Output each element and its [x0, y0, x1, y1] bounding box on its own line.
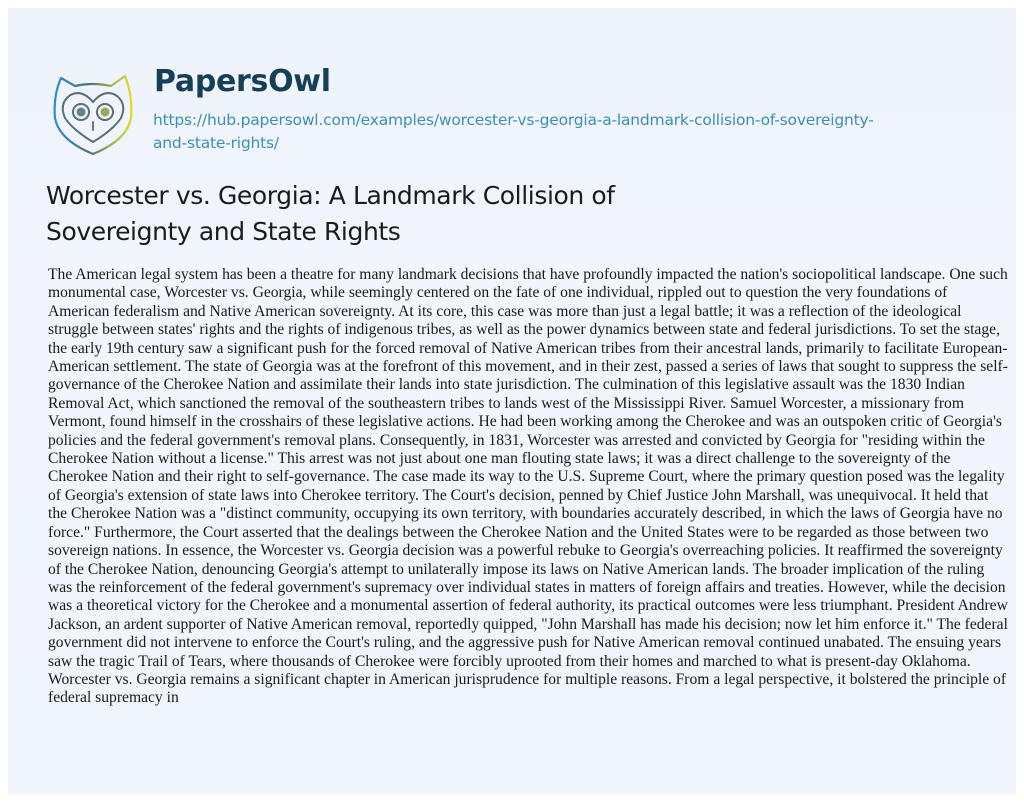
- brand-name: PapersOwl: [154, 64, 331, 99]
- article-body: The American legal system has been a theatre for many landmark decisions that have profoundly impacted the nation's sociopolitical landscape. One such monumental case, Worcester vs. Georgia, while seemingly centered on the fate of one individual, rippled out to question the very foundations of American federalism and Native American sovereignty. At its core, this case was more than just a legal battle; it was a reflection of the ideological struggle between states' rights and the rights of indigenous tribes, as well as the power dynamics between state and federal jurisdictions. To set the stage, the early 19th century saw a significant push for the forced removal of Native American tribes from their ancestral lands, primarily to facilitate European-American settlement. The state of Georgia was at the forefront of this movement, and in their zest, passed a series of laws that sought to suppress the self-governance of the Cherokee Nation and assimilate their lands into state jurisdiction. The culmination of this legislative assault was the 1830 Indian Removal Act, which sanctioned the removal of the southeastern tribes to lands west of the Mississippi River. Samuel Worcester, a missionary from Vermont, found himself in the crosshairs of these legislative actions. He had been working among the Cherokee and was an outspoken critic of Georgia's policies and the federal government's removal plans. Consequently, in 1831, Worcester was arrested and convicted by Georgia for "residing within the Cherokee Nation without a license." This arrest was not just about one man flouting state laws; it was a direct challenge to the sovereignty of the Cherokee Nation and their right to self-governance. The case made its way to the U.S. Supreme Court, where the primary question posed was the legality of Georgia's extension of state laws into Cherokee territory. The Court's decision, penned by Chief Justice John Marshall, was unequivocal. It held that the Cherokee Nation was a "distinct community, occupying its own territory, with boundaries accurately described, in which the laws of Georgia have no force." Furthermore, the Court asserted that the dealings between the Cherokee Nation and the United States were to be regarded as those between two sovereign nations. In essence, the Worcester vs. Georgia decision was a powerful rebuke to Georgia's overreaching policies. It reaffirmed the sovereignty of the Cherokee Nation, denouncing Georgia's attempt to unilaterally impose its laws on Native American lands. The broader implication of the ruling was the reinforcement of the federal government's supremacy over individual states in matters of foreign affairs and treaties. However, while the decision was a theoretical victory for the Cherokee and a monumental assertion of federal authority, its practical outcomes were less triumphant. President Andrew Jackson, an ardent supporter of Native American removal, reportedly quipped, "John Marshall has made his decision; now let him enforce it." The federal government did not intervene to enforce the Court's ruling, and the aggressive push for Native American removal continued unabated. The ensuing years saw the tragic Trail of Tears, where thousands of Cherokee were forcibly uprooted from their homes and marched to what is present-day Oklahoma. Worcester vs. Georgia remains a significant chapter in American jurisprudence for multiple reasons. From a legal perspective, it bolstered the principle of federal supremacy in: [48, 266, 1008, 707]
- owl-logo-icon: [51, 66, 135, 158]
- page-header: [8, 8, 1016, 168]
- source-url[interactable]: https://hub.papersowl.com/examples/worcester-vs-georgia-a-landmark-collision-of-sovereignty-and-state-rights/: [153, 111, 874, 152]
- article-title: Worcester vs. Georgia: A Landmark Collision of Sovereignty and State Rights: [46, 181, 615, 246]
- document-page: [8, 8, 1016, 794]
